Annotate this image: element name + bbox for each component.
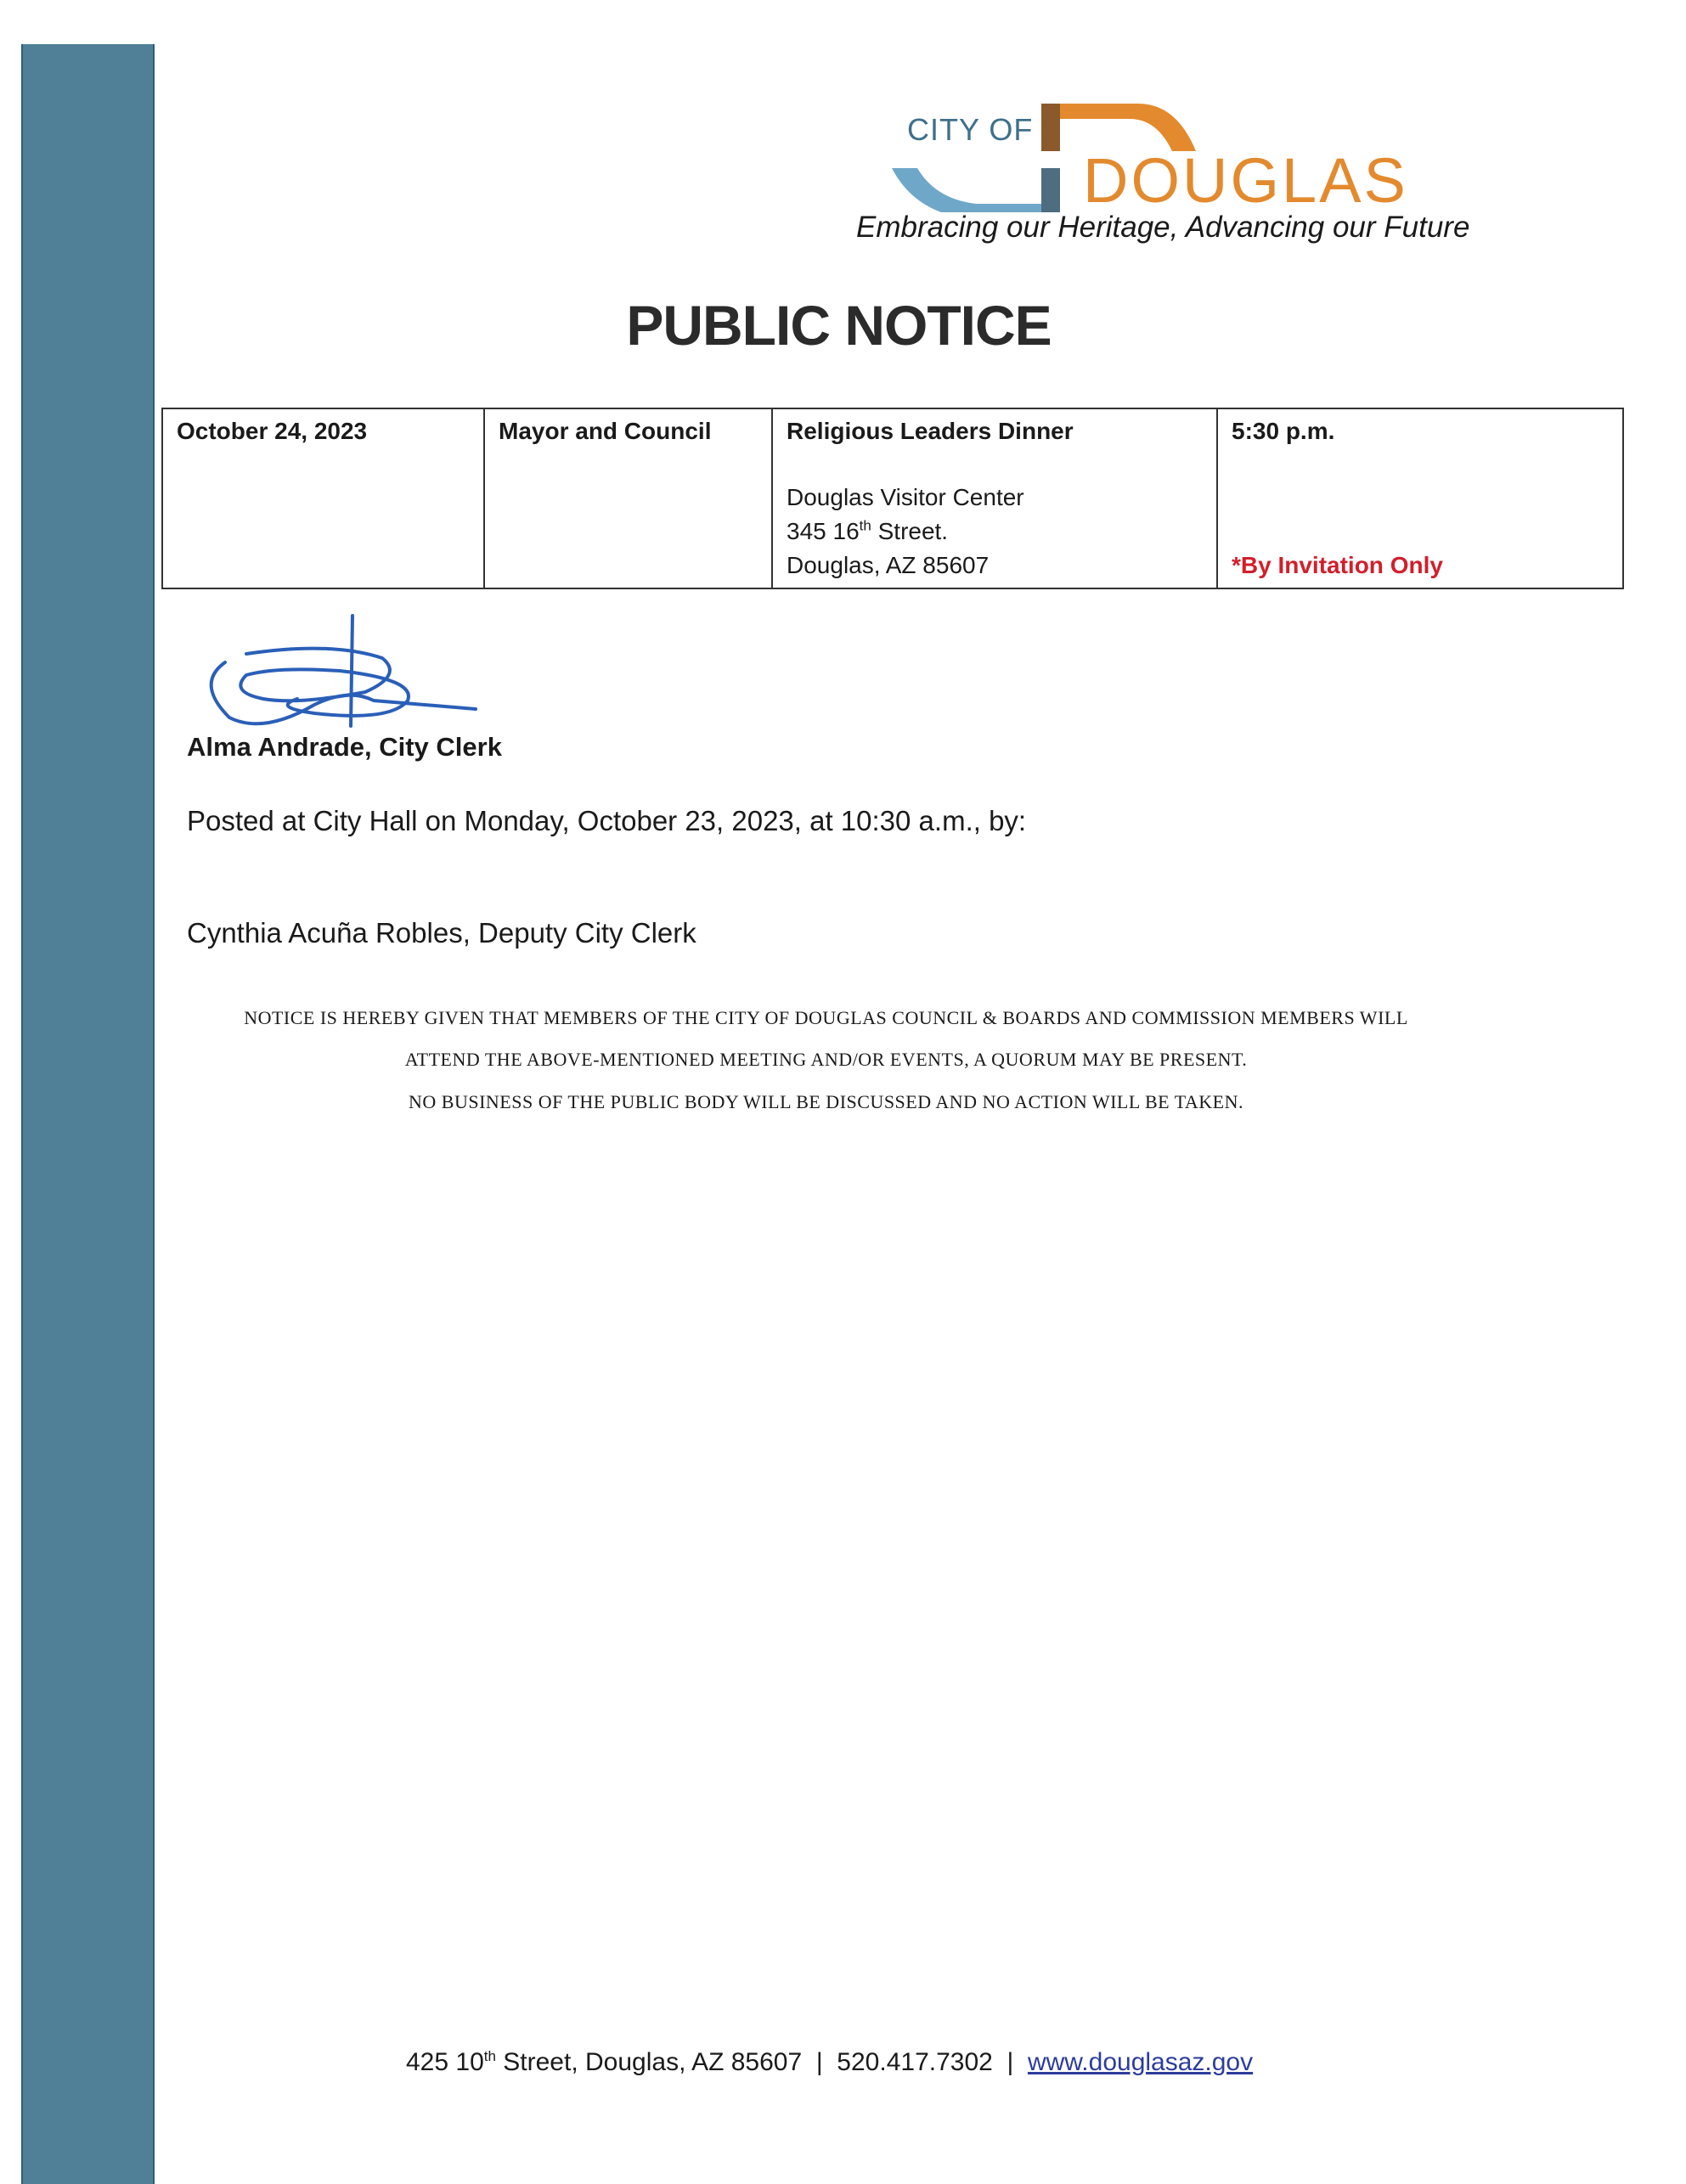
event-date-cell: [162, 408, 484, 588]
event-address: 345 16th Street.: [787, 517, 949, 544]
event-date: October 24, 2023: [177, 418, 368, 444]
event-time: 5:30 p.m.: [1232, 418, 1335, 444]
signature-icon: [195, 607, 484, 739]
side-bar-decoration: [21, 44, 155, 2184]
website-link[interactable]: www.douglasaz.gov: [1027, 2048, 1254, 2076]
event-body-cell: [484, 408, 772, 588]
deputy-clerk: Cynthia Acuña Robles, Deputy City Clerk: [187, 917, 696, 948]
notice-line-1: NOTICE IS HEREBY GIVEN THAT MEMBERS OF THE CITY OF DOUGLAS COUNCIL & BOARDS AND COMMISSION MEMBERS WILL: [244, 1007, 1408, 1028]
notice-line-3: NO BUSINESS OF THE PUBLIC BODY WILL BE DISCUSSED AND NO ACTION WILL BE TAKEN.: [409, 1091, 1243, 1112]
footer-contact: 425 10th Street, Douglas, AZ 85607 | 520.417.7302 | www.douglasaz.gov: [406, 2048, 1254, 2076]
event-details-cell: [772, 408, 1217, 588]
event-time-cell: [1217, 408, 1623, 588]
event-city: Douglas, AZ 85607: [787, 552, 990, 578]
logo-douglas: DOUGLAS: [1083, 145, 1408, 216]
event-location: Douglas Visitor Center: [787, 484, 1024, 510]
event-table: [161, 408, 1624, 589]
logo-tagline: Embracing our Heritage, Advancing our Future: [856, 211, 1470, 244]
table-row: [162, 408, 1623, 588]
page-title: PUBLIC NOTICE: [626, 294, 1052, 357]
notice-line-2: ATTEND THE ABOVE-MENTIONED MEETING AND/OR EVENTS, A QUORUM MAY BE PRESENT.: [404, 1049, 1248, 1070]
logo-city-of: CITY OF: [907, 112, 1034, 147]
posted-statement: Posted at City Hall on Monday, October 23, 2023, at 10:30 a.m., by:: [187, 805, 1027, 836]
city-logo: [883, 85, 1478, 216]
clerk-signer: Alma Andrade, City Clerk: [187, 732, 502, 762]
event-body: Mayor and Council: [499, 418, 712, 444]
invitation-note: *By Invitation Only: [1232, 552, 1443, 578]
event-name: Religious Leaders Dinner: [787, 418, 1074, 444]
